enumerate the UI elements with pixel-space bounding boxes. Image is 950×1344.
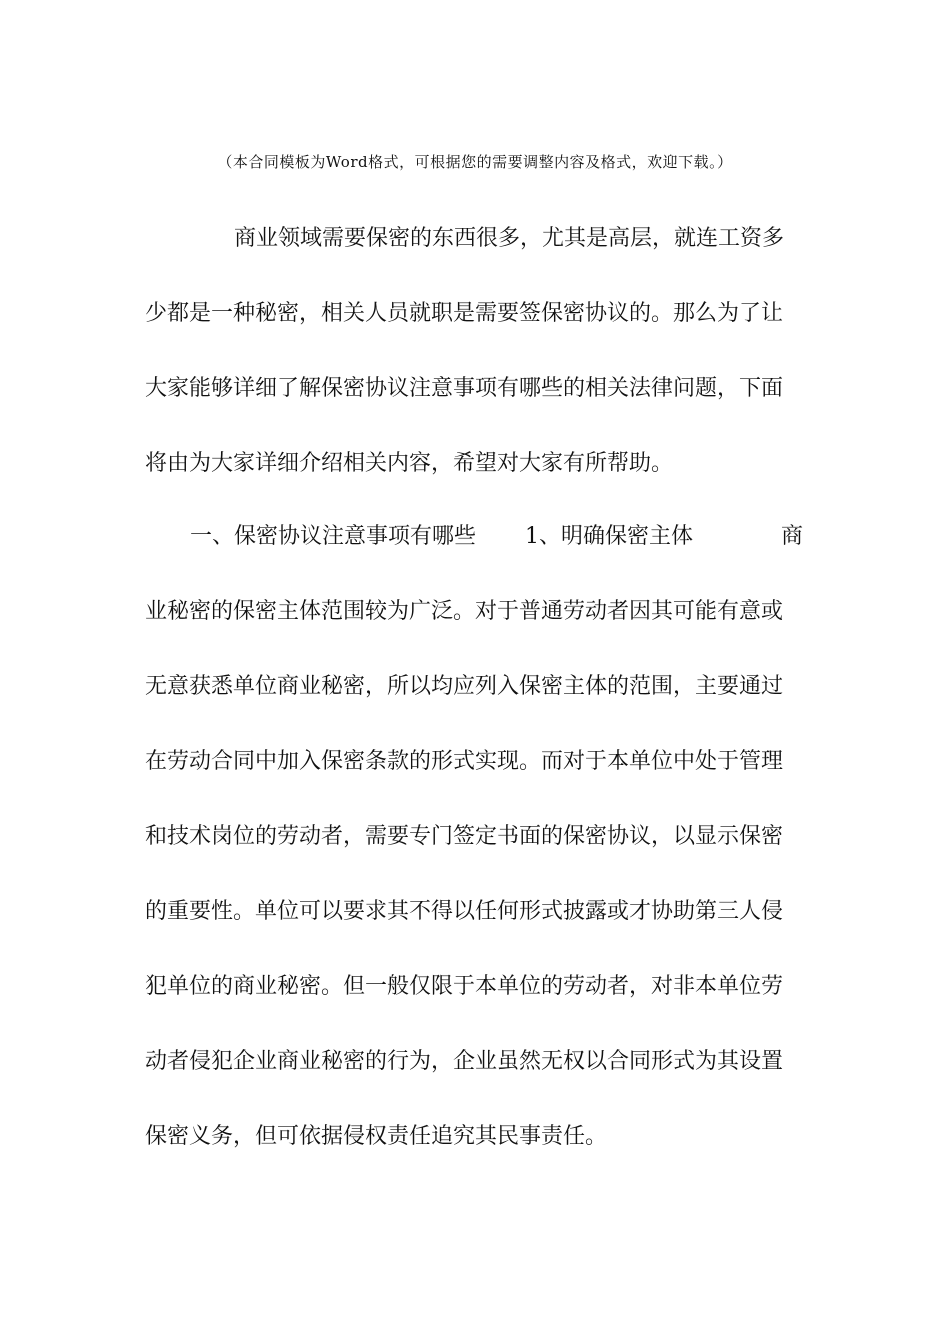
section-heading: 一、保密协议注意事项有哪些	[190, 524, 477, 549]
body-line: 犯单位的商业秘密。但一般仅限于本单位的劳动者，对非本单位劳	[145, 974, 784, 999]
body-line: 保密义务，但可依据侵权责任追究其民事责任。	[145, 1124, 608, 1149]
body-line: 在劳动合同中加入保密条款的形式实现。而对于本单位中处于管理	[145, 749, 784, 774]
intro-line: 将由为大家详细介绍相关内容，希望对大家有所帮助。	[145, 451, 674, 476]
body-line: 无意获悉单位商业秘密，所以均应列入保密主体的范围，主要通过	[145, 674, 784, 699]
subheading-tail: 商	[781, 524, 804, 549]
subheading: 1、明确保密主体	[525, 524, 693, 549]
body-line: 动者侵犯企业商业秘密的行为，企业虽然无权以合同形式为其设置	[145, 1049, 784, 1074]
intro-line: 少都是一种秘密，相关人员就职是需要签保密协议的。那么为了让	[145, 301, 784, 326]
template-note: （本合同模板为Word格式，可根据您的需要调整内容及格式，欢迎下载。）	[217, 153, 733, 171]
intro-line: 大家能够详细了解保密协议注意事项有哪些的相关法律问题，下面	[145, 376, 784, 401]
section-heading-row	[145, 520, 805, 554]
body-line: 和技术岗位的劳动者，需要专门签定书面的保密协议，以显示保密	[145, 824, 784, 849]
body-line: 的重要性。单位可以要求其不得以任何形式披露或才协助第三人侵	[145, 899, 784, 924]
body-line: 业秘密的保密主体范围较为广泛。对于普通劳动者因其可能有意或	[145, 599, 784, 624]
intro-line: 商业领域需要保密的东西很多，尤其是高层，就连工资多	[234, 226, 785, 251]
